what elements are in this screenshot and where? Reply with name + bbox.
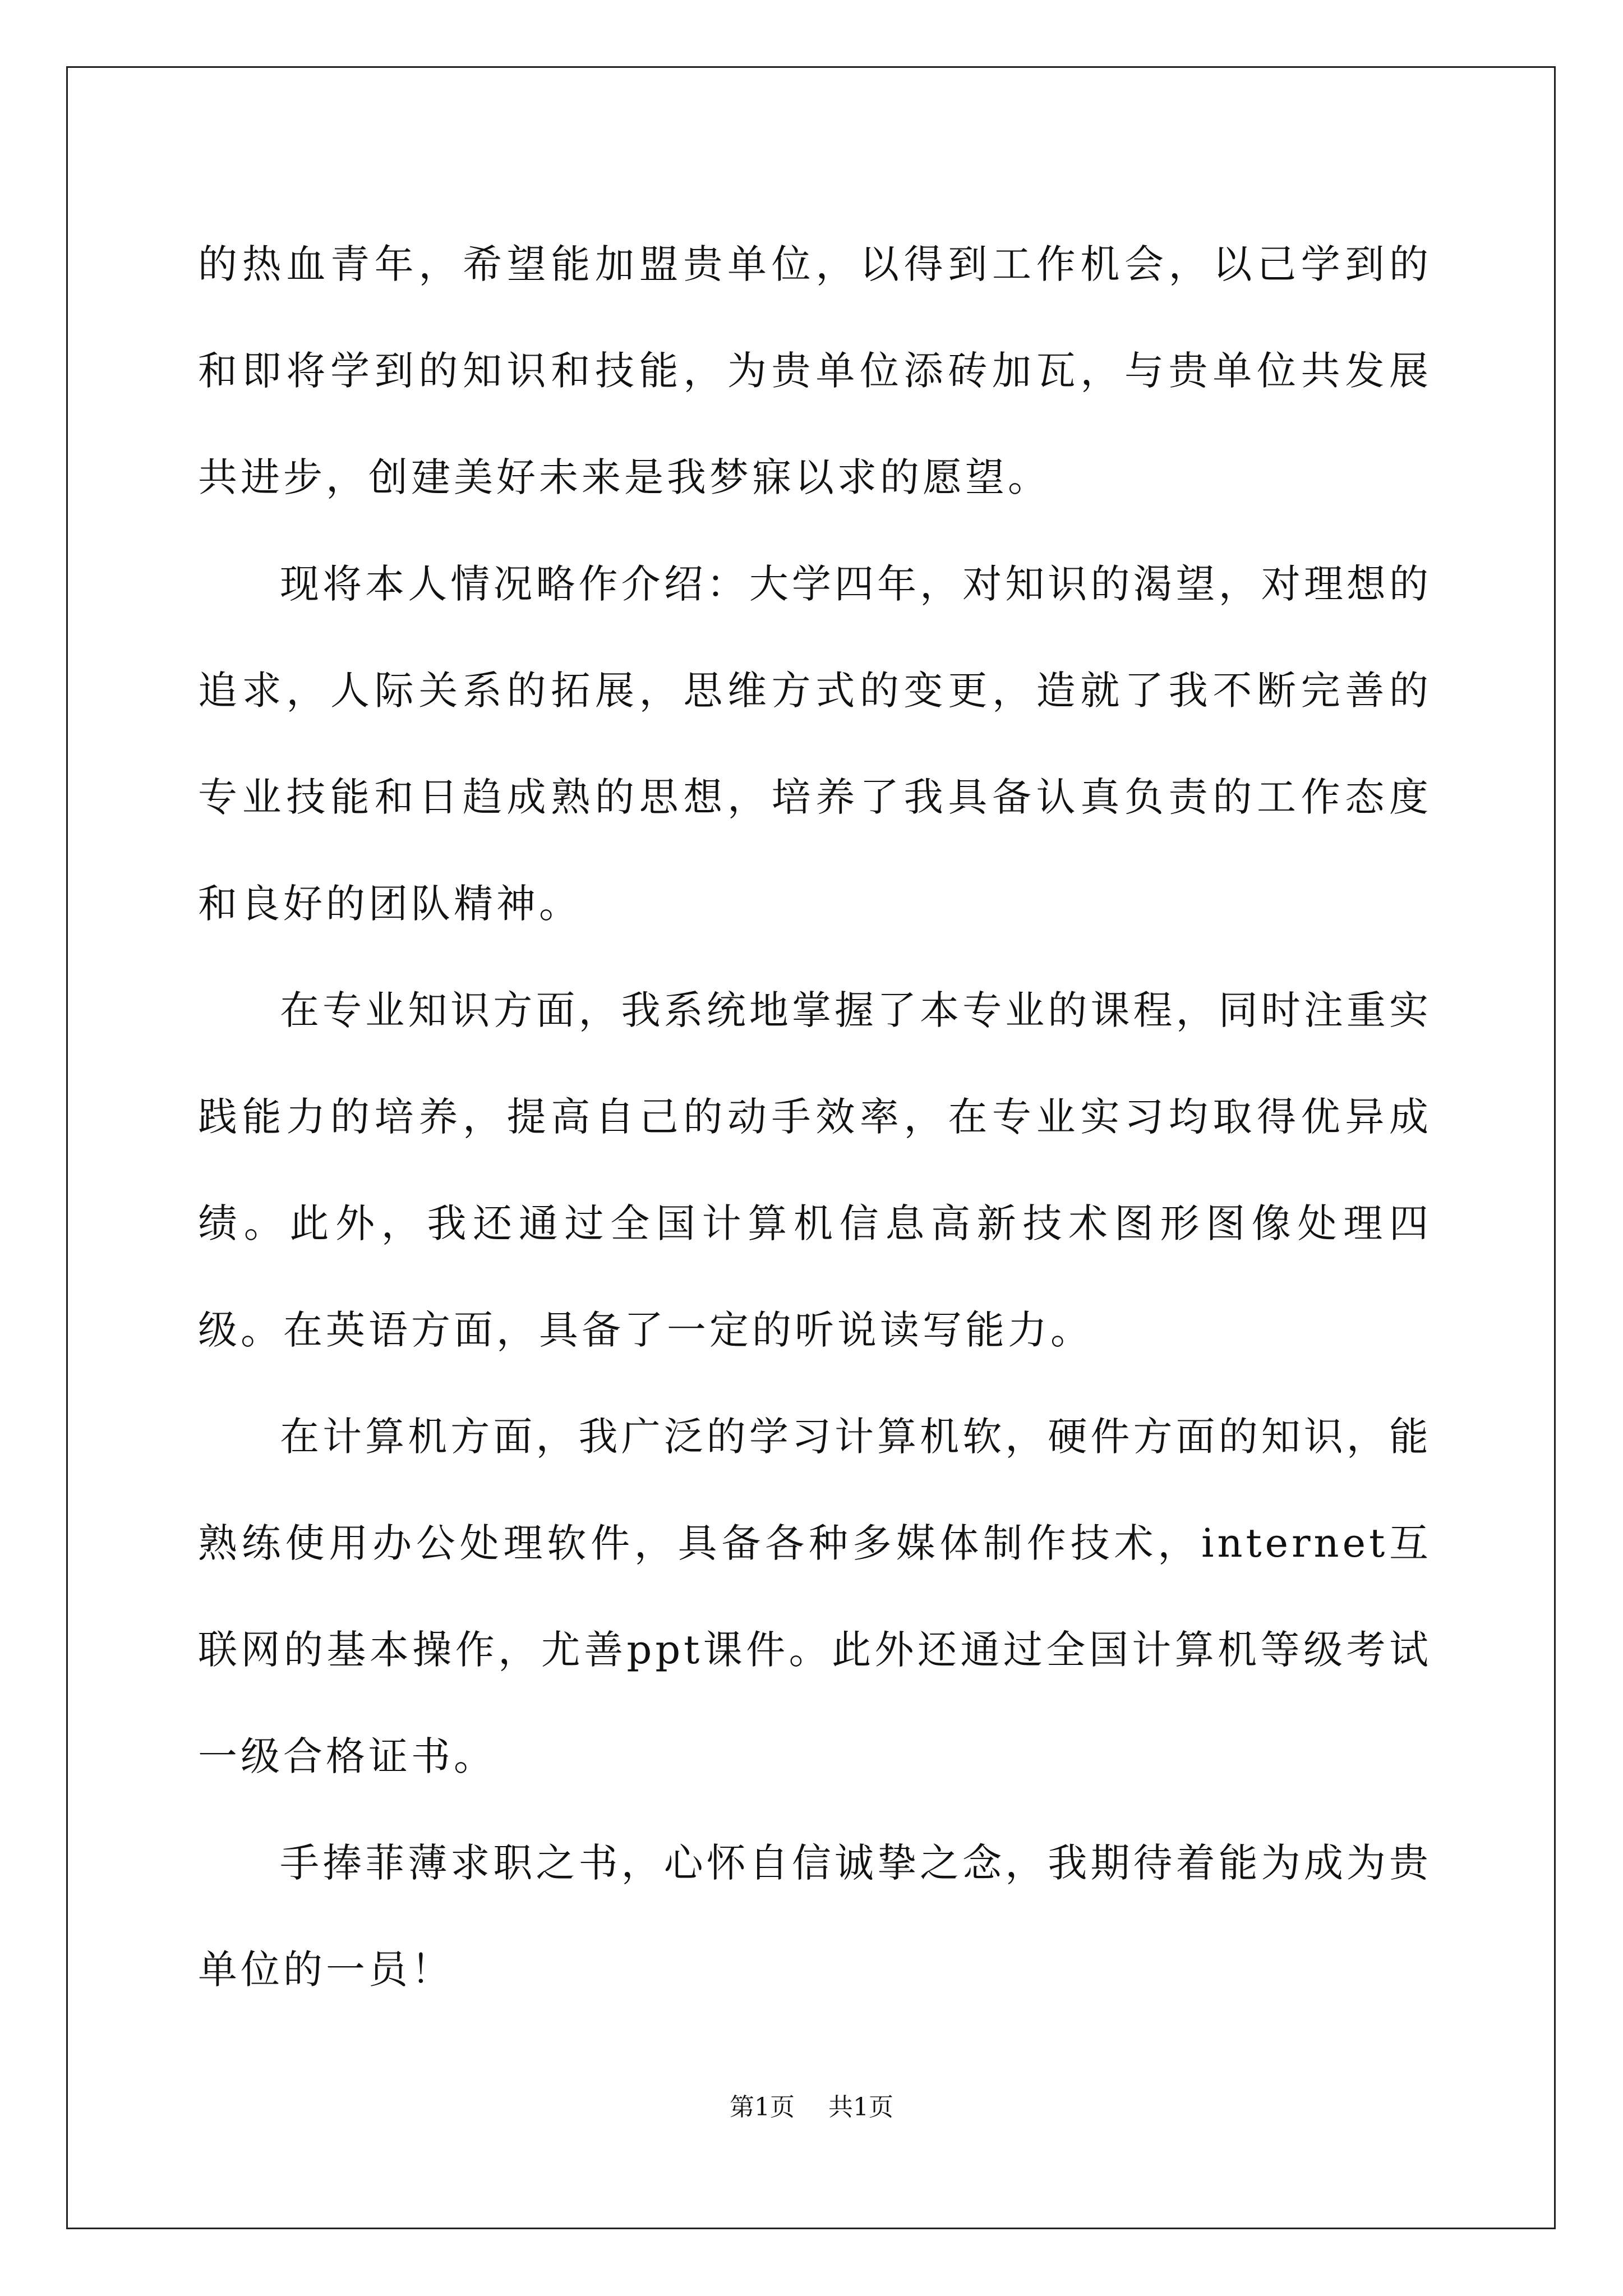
page-footer bbox=[0, 2087, 1623, 2123]
paragraph-1: 的热血青年，希望能加盟贵单位，以得到工作机会，以己学到的和即将学到的知识和技能，为贵单位添砖加瓦，与贵单位共发展共进步，创建美好未来是我梦寐以求的愿望。 bbox=[198, 241, 1432, 500]
document-body bbox=[198, 211, 1432, 2023]
paragraph-5: 手捧菲薄求职之书，心怀自信诚挚之念，我期待着能为成为贵单位的一员！ bbox=[198, 1840, 1432, 1993]
paragraph-3: 在专业知识方面，我系统地掌握了本专业的课程，同时注重实践能力的培养，提高自己的动手效率，在专业实习均取得优异成绩。此外，我还通过全国计算机信息高新技术图形图像处理四级。在英语方面，具备了一定的听说读写能力。 bbox=[198, 987, 1432, 1353]
page-number: 第1页 bbox=[730, 2093, 795, 2122]
paragraph-2: 现将本人情况略作介绍：大学四年，对知识的渴望，对理想的追求，人际关系的拓展，思维方式的变更，造就了我不断完善的专业技能和日趋成熟的思想，培养了我具备认真负责的工作态度和良好的团队精神。 bbox=[198, 561, 1432, 927]
page-total: 共1页 bbox=[828, 2093, 893, 2122]
paragraph-4: 在计算机方面，我广泛的学习计算机软，硬件方面的知识，能熟练使用办公处理软件，具备各种多媒体制作技术，internet互联网的基本操作，尤善ppt课件。此外还通过全国计算机等级考试一级合格证书。 bbox=[198, 1414, 1432, 1779]
